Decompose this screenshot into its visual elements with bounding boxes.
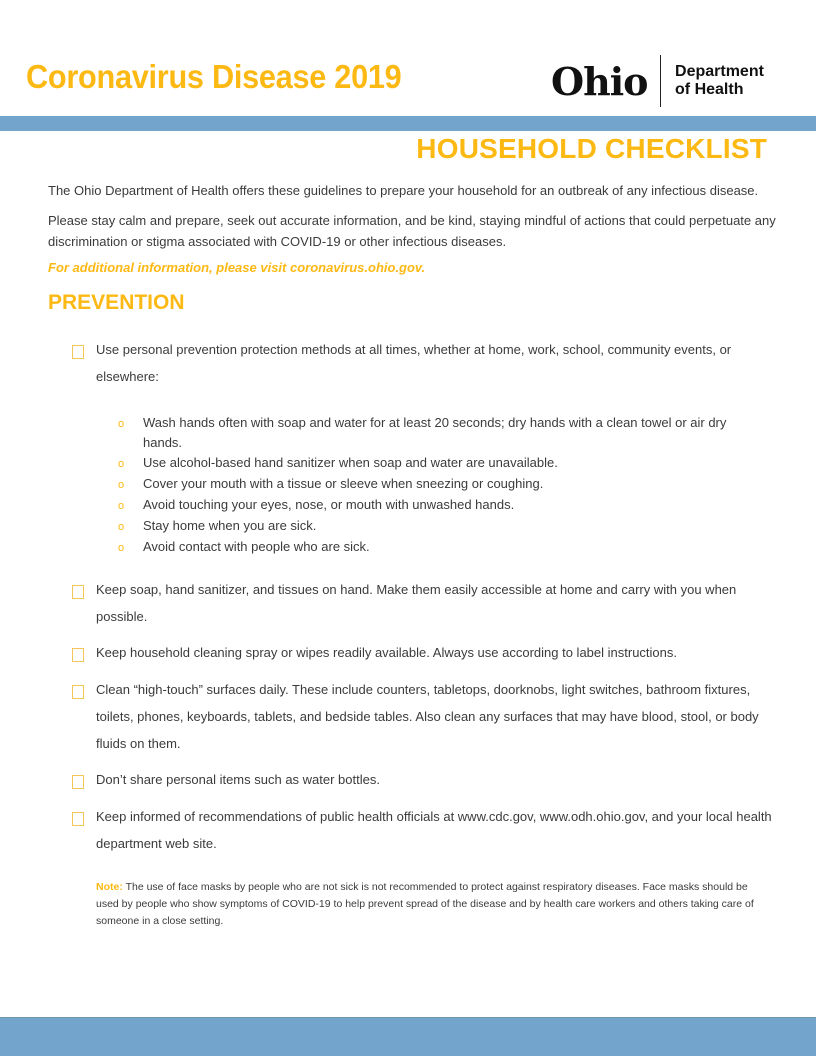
intro-paragraph-2: Please stay calm and prepare, seek out accurate information, and be kind, staying mindful of actions that could perpetuate any discrimination or stigma associated with COVID-19 or other infectious diseases. (48, 213, 776, 249)
checklist-item (72, 808, 772, 857)
checklist-item (72, 771, 772, 793)
prevention-sublist (118, 413, 758, 558)
section-heading-prevention: PREVENTION (48, 291, 185, 314)
sub-list-item (118, 495, 758, 516)
logo-divider (660, 55, 662, 107)
checklist-item-text: Keep informed of recommendations of public health officials at www.cdc.gov, www.odh.ohio.gov, and your local health department web site. (96, 809, 772, 851)
header-band (0, 116, 816, 131)
checklist-item (72, 681, 772, 757)
footer-band (0, 1017, 816, 1056)
checklist-item-text: Use personal prevention protection methods at all times, whether at home, work, school, community events, or elsewhere: (96, 342, 732, 384)
checkbox[interactable] (72, 685, 84, 699)
sub-list-item-text: Stay home when you are sick. (143, 518, 317, 533)
checkbox[interactable] (72, 345, 84, 359)
logo-wordmark: Ohio (551, 58, 648, 104)
note-label: Note: (96, 881, 123, 893)
note-text: The use of face masks by people who are not sick is not recommended to protect against respiratory diseases. Face masks should be used by people who show symptoms of COVID-19 to help prevent spread of the disease and by health care workers and others taking care of someone in a close setting. (96, 881, 754, 927)
checklist-item (72, 644, 772, 666)
logo-dept-line1: Department (675, 63, 764, 80)
circle-bullet-icon: o (118, 479, 125, 491)
checkbox[interactable] (72, 585, 84, 599)
ohio-department-of-health-logo (551, 55, 764, 107)
intro-paragraph-1: The Ohio Department of Health offers these guidelines to prepare your household for an outbreak of any infectious disease. (48, 183, 759, 198)
checklist-item (72, 581, 772, 630)
sub-list-item-text: Wash hands often with soap and water for at least 20 seconds; dry hands with a clean towel or air dry hands. (143, 415, 727, 450)
checkbox[interactable] (72, 812, 84, 826)
checkbox[interactable] (72, 775, 84, 789)
additional-info-link[interactable]: For additional information, please visit coronavirus.ohio.gov. (48, 260, 426, 275)
circle-bullet-icon: o (118, 418, 125, 430)
sub-list-item-text: Avoid contact with people who are sick. (143, 539, 370, 554)
checklist-item-text: Don’t share personal items such as water bottles. (96, 772, 380, 787)
sub-list-item-text: Cover your mouth with a tissue or sleeve when sneezing or coughing. (143, 476, 544, 491)
circle-bullet-icon: o (118, 542, 125, 554)
checklist-item-text: Keep household cleaning spray or wipes readily available. Always use according to label instructions. (96, 645, 678, 660)
checklist-item (72, 341, 772, 390)
sub-list-item-text: Use alcohol-based hand sanitizer when soap and water are unavailable. (143, 455, 558, 470)
sub-list-item (118, 453, 758, 474)
note-paragraph (96, 879, 772, 930)
sub-list-item (118, 537, 758, 558)
logo-dept-line2: of Health (675, 81, 744, 98)
page-title: HOUSEHOLD CHECKLIST (416, 133, 767, 164)
document-title: Coronavirus Disease 2019 (26, 58, 402, 95)
sub-list-item (118, 516, 758, 537)
checklist-item-text: Clean “high-touch” surfaces daily. These include counters, tabletops, doorknobs, light switches, bathroom fixtures, toilets, phones, keyboards, tablets, and bedside tables. Also clean any surfaces that may have blood, stool, or body fluids on them. (96, 682, 759, 751)
circle-bullet-icon: o (118, 458, 125, 470)
circle-bullet-icon: o (118, 521, 125, 533)
sub-list-item (118, 413, 758, 453)
logo-department-text (675, 63, 764, 99)
checklist-item-text: Keep soap, hand sanitizer, and tissues on hand. Make them easily accessible at home and carry with you when possible. (96, 582, 737, 624)
sub-list-item-text: Avoid touching your eyes, nose, or mouth with unwashed hands. (143, 497, 515, 512)
circle-bullet-icon: o (118, 500, 125, 512)
checkbox[interactable] (72, 648, 84, 662)
sub-list-item (118, 474, 758, 495)
